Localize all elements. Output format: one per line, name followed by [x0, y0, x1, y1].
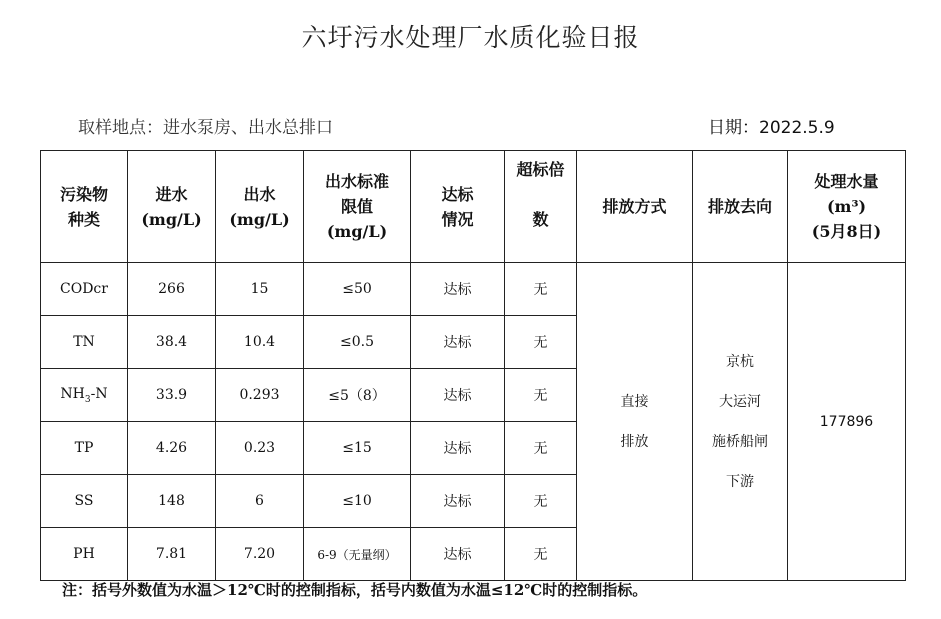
- limit-cell: ≤10: [304, 475, 411, 528]
- pollutant-cell: CODcr: [41, 263, 128, 316]
- header-influent: 进水 (mg/L): [128, 151, 216, 263]
- status-cell: 达标: [411, 263, 505, 316]
- table-row: [41, 263, 906, 316]
- effluent-cell: 15: [216, 263, 304, 316]
- header-effluent: 出水 (mg/L): [216, 151, 304, 263]
- influent-cell: 33.9: [128, 369, 216, 422]
- report-date: 日期：2022.5.9: [708, 118, 835, 138]
- effluent-cell: 10.4: [216, 316, 304, 369]
- status-cell: 达标: [411, 422, 505, 475]
- influent-cell: 266: [128, 263, 216, 316]
- influent-cell: 148: [128, 475, 216, 528]
- discharge-method-cell: 直接 排放: [577, 263, 693, 581]
- effluent-cell: 6: [216, 475, 304, 528]
- effluent-cell: 0.293: [216, 369, 304, 422]
- status-cell: 达标: [411, 528, 505, 581]
- header-pollutant: 污染物 种类: [41, 151, 128, 263]
- limit-cell: ≤50: [304, 263, 411, 316]
- header-method: 排放方式: [577, 151, 693, 263]
- discharge-destination-cell: 京杭 大运河 施桥船闸 下游: [693, 263, 788, 581]
- influent-cell: 7.81: [128, 528, 216, 581]
- limit-cell: ≤0.5: [304, 316, 411, 369]
- limit-cell: ≤5（8）: [304, 369, 411, 422]
- header-limit: 出水标准 限值 (mg/L): [304, 151, 411, 263]
- exceed-cell: 无: [505, 316, 577, 369]
- header-status: 达标 情况: [411, 151, 505, 263]
- pollutant-cell: PH: [41, 528, 128, 581]
- header-row: [41, 151, 906, 263]
- effluent-cell: 7.20: [216, 528, 304, 581]
- influent-cell: 4.26: [128, 422, 216, 475]
- water-quality-table: [40, 150, 906, 581]
- header-volume: 处理水量 (m³) (5月8日): [788, 151, 906, 263]
- influent-cell: 38.4: [128, 316, 216, 369]
- pollutant-cell: TN: [41, 316, 128, 369]
- effluent-cell: 0.23: [216, 422, 304, 475]
- header-exceed: 超标倍 数: [505, 151, 577, 263]
- exceed-cell: 无: [505, 263, 577, 316]
- status-cell: 达标: [411, 475, 505, 528]
- pollutant-cell: TP: [41, 422, 128, 475]
- limit-cell: ≤15: [304, 422, 411, 475]
- status-cell: 达标: [411, 316, 505, 369]
- status-cell: 达标: [411, 369, 505, 422]
- exceed-cell: 无: [505, 475, 577, 528]
- sampling-location: 取样地点：进水泵房、出水总排口: [78, 118, 333, 138]
- report-title: 六圩污水处理厂水质化验日报: [301, 23, 640, 52]
- limit-cell: 6-9（无量纲）: [304, 528, 411, 581]
- treated-volume-cell: 177896: [788, 263, 906, 581]
- exceed-cell: 无: [505, 422, 577, 475]
- pollutant-cell: SS: [41, 475, 128, 528]
- header-destination: 排放去向: [693, 151, 788, 263]
- exceed-cell: 无: [505, 528, 577, 581]
- footnote: 注：括号外数值为水温＞12℃时的控制指标，括号内数值为水温≤12℃时的控制指标。: [62, 581, 648, 599]
- exceed-cell: 无: [505, 369, 577, 422]
- pollutant-cell: $NH_3-N$: [41, 369, 128, 422]
